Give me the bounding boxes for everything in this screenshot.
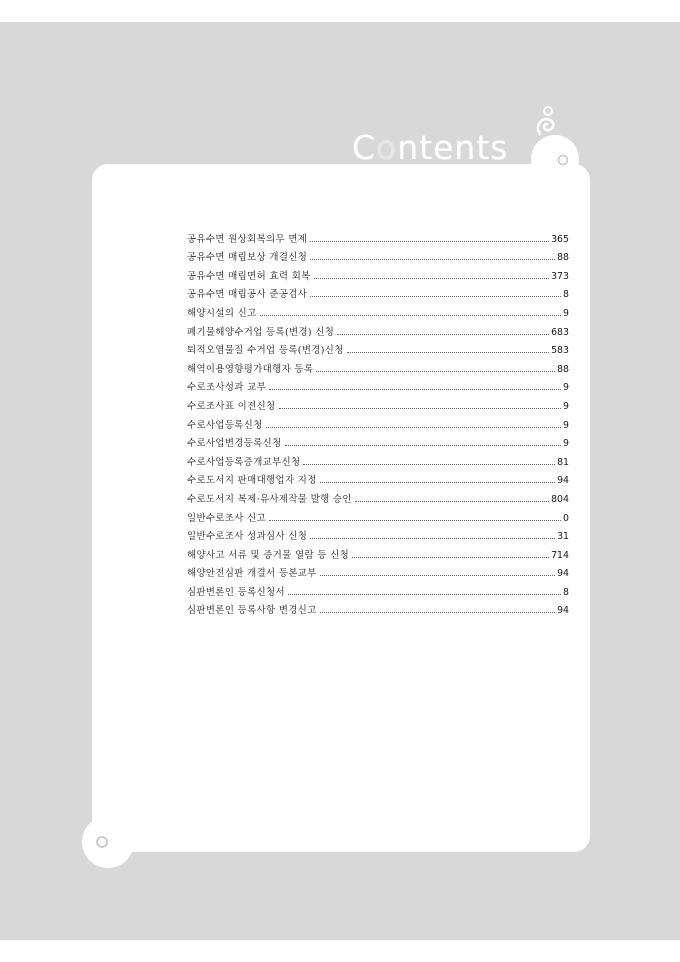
swirl-bottom-left-icon bbox=[86, 772, 156, 862]
toc-item bbox=[187, 561, 569, 580]
toc-leader bbox=[352, 557, 549, 558]
toc-leader bbox=[314, 278, 549, 279]
toc-leader bbox=[285, 445, 561, 446]
toc-leader bbox=[310, 296, 561, 297]
toc-item bbox=[187, 598, 569, 617]
toc-item-page: 8 bbox=[563, 586, 569, 598]
toc-leader bbox=[320, 575, 555, 576]
toc-item-page: 583 bbox=[551, 345, 569, 357]
toc-leader bbox=[337, 334, 549, 335]
toc-item-page: 94 bbox=[557, 475, 569, 487]
table-of-contents bbox=[187, 226, 569, 616]
toc-item-page: 0 bbox=[563, 512, 569, 524]
toc-item-page: 31 bbox=[557, 531, 569, 543]
toc-item bbox=[187, 542, 569, 561]
toc-item bbox=[187, 282, 569, 301]
toc-item-title: 해양사고 서류 및 증거물 열람 등 신청 bbox=[187, 549, 350, 561]
toc-item-title: 심판변론인 등록신청서 bbox=[187, 586, 285, 598]
toc-leader bbox=[310, 538, 555, 539]
page-title bbox=[352, 128, 508, 167]
toc-item-page: 88 bbox=[557, 252, 569, 264]
toc-item bbox=[187, 338, 569, 357]
toc-leader bbox=[288, 594, 561, 595]
toc-item-page: 88 bbox=[557, 363, 569, 375]
toc-item bbox=[187, 524, 569, 543]
toc-item-title: 수로도서지 판매대행업자 지정 bbox=[187, 475, 317, 487]
toc-item-page: 9 bbox=[563, 400, 569, 412]
toc-leader bbox=[269, 389, 561, 390]
toc-leader bbox=[303, 464, 555, 465]
toc-item-page: 804 bbox=[551, 493, 569, 505]
toc-item-title: 공유수면 매립면허 효력 회복 bbox=[187, 270, 311, 282]
toc-item-title: 해역이용영향평가대행자 등록 bbox=[187, 363, 314, 375]
toc-item-title: 심판변론인 등록사항 변경신고 bbox=[187, 605, 317, 617]
toc-item-page: 9 bbox=[563, 382, 569, 394]
toc-item-page: 683 bbox=[551, 326, 569, 338]
toc-item-page: 81 bbox=[557, 456, 569, 468]
toc-leader bbox=[310, 259, 555, 260]
toc-item-page: 94 bbox=[557, 568, 569, 580]
toc-item-title: 공유수면 매립보상 개결신청 bbox=[187, 252, 308, 264]
toc-leader bbox=[355, 501, 549, 502]
toc-item bbox=[187, 263, 569, 282]
toc-leader bbox=[320, 482, 555, 483]
toc-item bbox=[187, 226, 569, 245]
toc-item-title: 폐기물해양수거업 등록(변경) 신청 bbox=[187, 326, 335, 338]
toc-item-title: 공유수면 원상회복의무 면제 bbox=[187, 233, 308, 245]
toc-leader bbox=[266, 427, 561, 428]
toc-item bbox=[187, 468, 569, 487]
toc-item-title: 수로사업등록증개교부신청 bbox=[187, 456, 301, 468]
toc-item bbox=[187, 505, 569, 524]
toc-item-page: 365 bbox=[551, 233, 569, 245]
toc-item bbox=[187, 356, 569, 375]
toc-item bbox=[187, 412, 569, 431]
title-o: o bbox=[376, 128, 398, 167]
toc-item bbox=[187, 300, 569, 319]
toc-leader bbox=[260, 315, 561, 316]
title-prefix: C bbox=[352, 128, 377, 167]
toc-leader bbox=[347, 352, 549, 353]
title-rest: ntents bbox=[397, 128, 509, 167]
toc-item-title: 일반수로조사 신고 bbox=[187, 512, 267, 524]
toc-item-title: 일반수로조사 성과심사 신청 bbox=[187, 531, 308, 543]
toc-item-title: 공유수면 매립공사 준공검사 bbox=[187, 289, 308, 301]
swirl-top-right-icon bbox=[520, 104, 590, 174]
toc-item-title: 퇴적오염물질 수거업 등록(변경)신청 bbox=[187, 345, 344, 357]
toc-item-page: 9 bbox=[563, 419, 569, 431]
toc-item-title: 해양시설의 신고 bbox=[187, 307, 257, 319]
toc-item bbox=[187, 579, 569, 598]
toc-item-page: 94 bbox=[557, 605, 569, 617]
toc-item-title: 해양안전심판 개결서 등본교부 bbox=[187, 568, 317, 580]
toc-item-page: 714 bbox=[551, 549, 569, 561]
toc-item-title: 수로조사성과 교부 bbox=[187, 382, 267, 394]
toc-item-title: 수로사업등록신청 bbox=[187, 419, 263, 431]
toc-item-page: 373 bbox=[551, 270, 569, 282]
toc-item bbox=[187, 319, 569, 338]
toc-item-title: 수로조사표 이전신청 bbox=[187, 400, 276, 412]
toc-item bbox=[187, 245, 569, 264]
toc-item bbox=[187, 486, 569, 505]
toc-item-title: 수로사업변경등록신청 bbox=[187, 438, 282, 450]
toc-item-page: 8 bbox=[563, 289, 569, 301]
toc-item-page: 9 bbox=[563, 438, 569, 450]
toc-item bbox=[187, 375, 569, 394]
toc-leader bbox=[269, 520, 561, 521]
toc-item-title: 수로도서지 복제·유사제작물 발행 승인 bbox=[187, 493, 352, 505]
toc-item bbox=[187, 449, 569, 468]
toc-leader bbox=[310, 241, 549, 242]
toc-item-page: 9 bbox=[563, 307, 569, 319]
toc-leader bbox=[320, 612, 555, 613]
toc-item bbox=[187, 431, 569, 450]
toc-leader bbox=[316, 371, 555, 372]
toc-item bbox=[187, 393, 569, 412]
toc-leader bbox=[279, 408, 562, 409]
